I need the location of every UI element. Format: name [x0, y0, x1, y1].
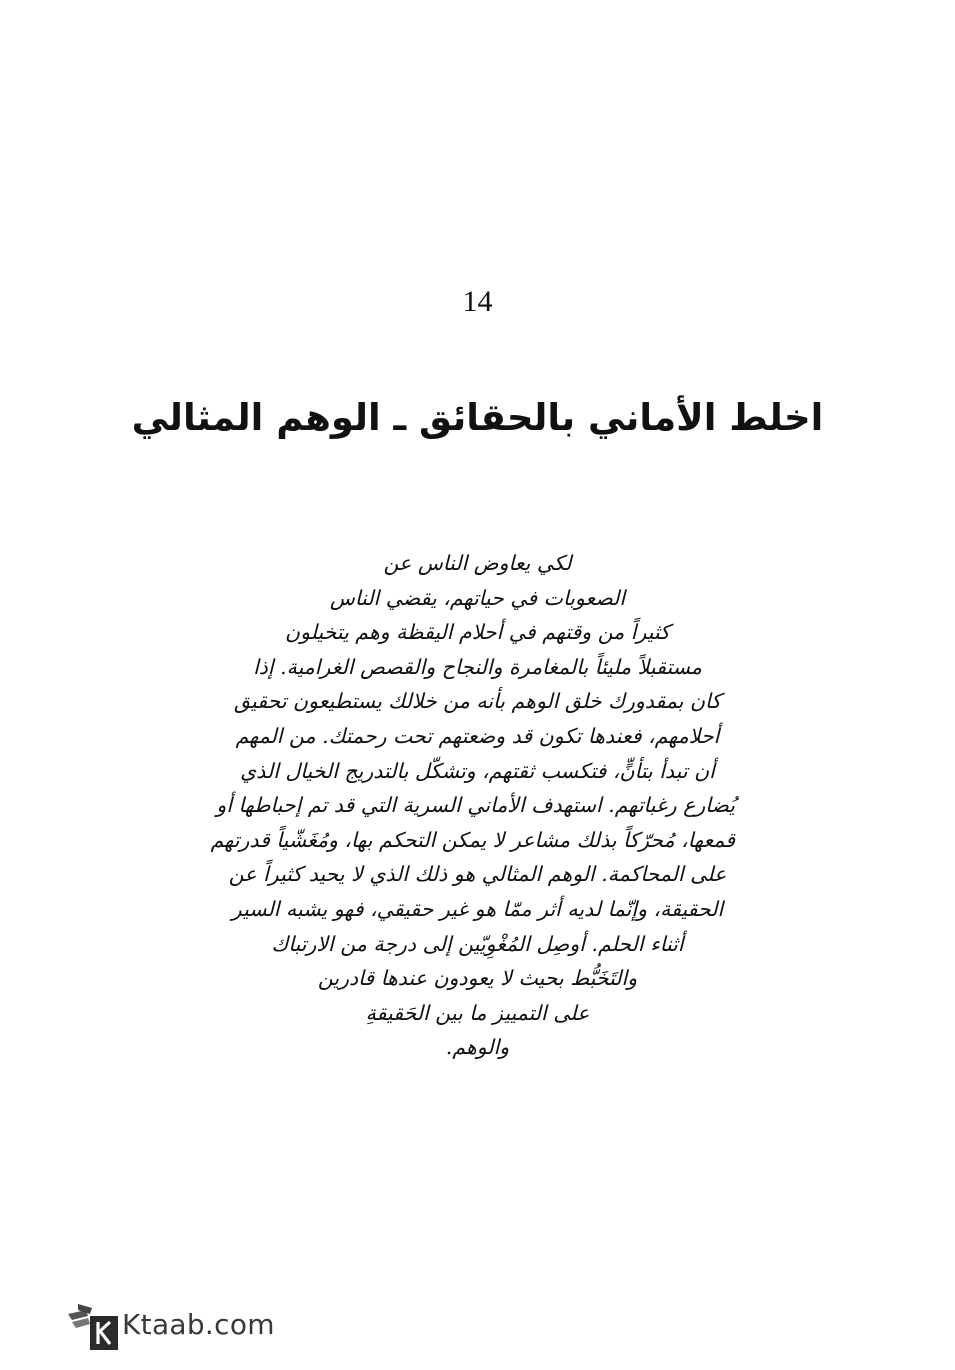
body-line: الصعوبات في حياتهم، يقضي الناس — [329, 585, 626, 610]
body-line: والوهم. — [445, 1035, 510, 1060]
body-line: لكي يعاوض الناس عن — [383, 551, 572, 575]
body-line: على التمييز ما بين الحَقيقةِ — [365, 1000, 590, 1025]
logo-text: Ktaab.com — [122, 1308, 275, 1341]
body-line: قمعها، مُحرّكاً بذلك مشاعر لا يمكن التحكم بها، ومُغَشّياً قدرتهم — [210, 827, 735, 852]
body-line: كان بمقدورك خلق الوهم بأنه من خلالك يستطيعون تحقيق — [233, 689, 722, 714]
body-line: على المحاكمة. الوهم المثالي هو ذلك الذي لا يحيد كثيراً عن — [228, 862, 727, 887]
chapter-body — [210, 546, 735, 1065]
body-line: أن تبدأ بتأنٍّ، فتكسب ثقتهم، وتشكّل بالتدريج الخيال الذي — [240, 758, 715, 783]
body-line: مستقبلاً مليئاً بالمغامرة والنجاح والقصص الغرامية. إذا — [253, 654, 702, 679]
body-line: أحلامهم، فعندها تكون قد وضعتهم تحت رحمتك. من المهم — [235, 723, 720, 748]
chapter-number: 14 — [462, 285, 493, 318]
body-line: كثيراً من وقتهم في أحلام اليقظة وهم يتخيلون — [285, 620, 670, 645]
site-logo[interactable] — [66, 1300, 286, 1354]
body-line: والتَخَبُّط بحيث لا يعودون عندها قادرين — [317, 966, 638, 991]
body-line: يُضارع رغباتهم. استهدف الأماني السرية التي قد تم إحباطها أو — [216, 793, 735, 818]
book-k-icon — [66, 1300, 126, 1354]
chapter-title: اخلط الأماني بالحقائق ـ الوهم المثالي — [131, 396, 824, 439]
body-line: الحقيقة، وإنّما لديه أثر ممّا هو غير حقيقي، فهو يشبه السير — [231, 896, 724, 921]
body-line: أثناء الحلم. أوصِل المُغْوِيّين إلى درجة من الارتباك — [271, 931, 684, 956]
